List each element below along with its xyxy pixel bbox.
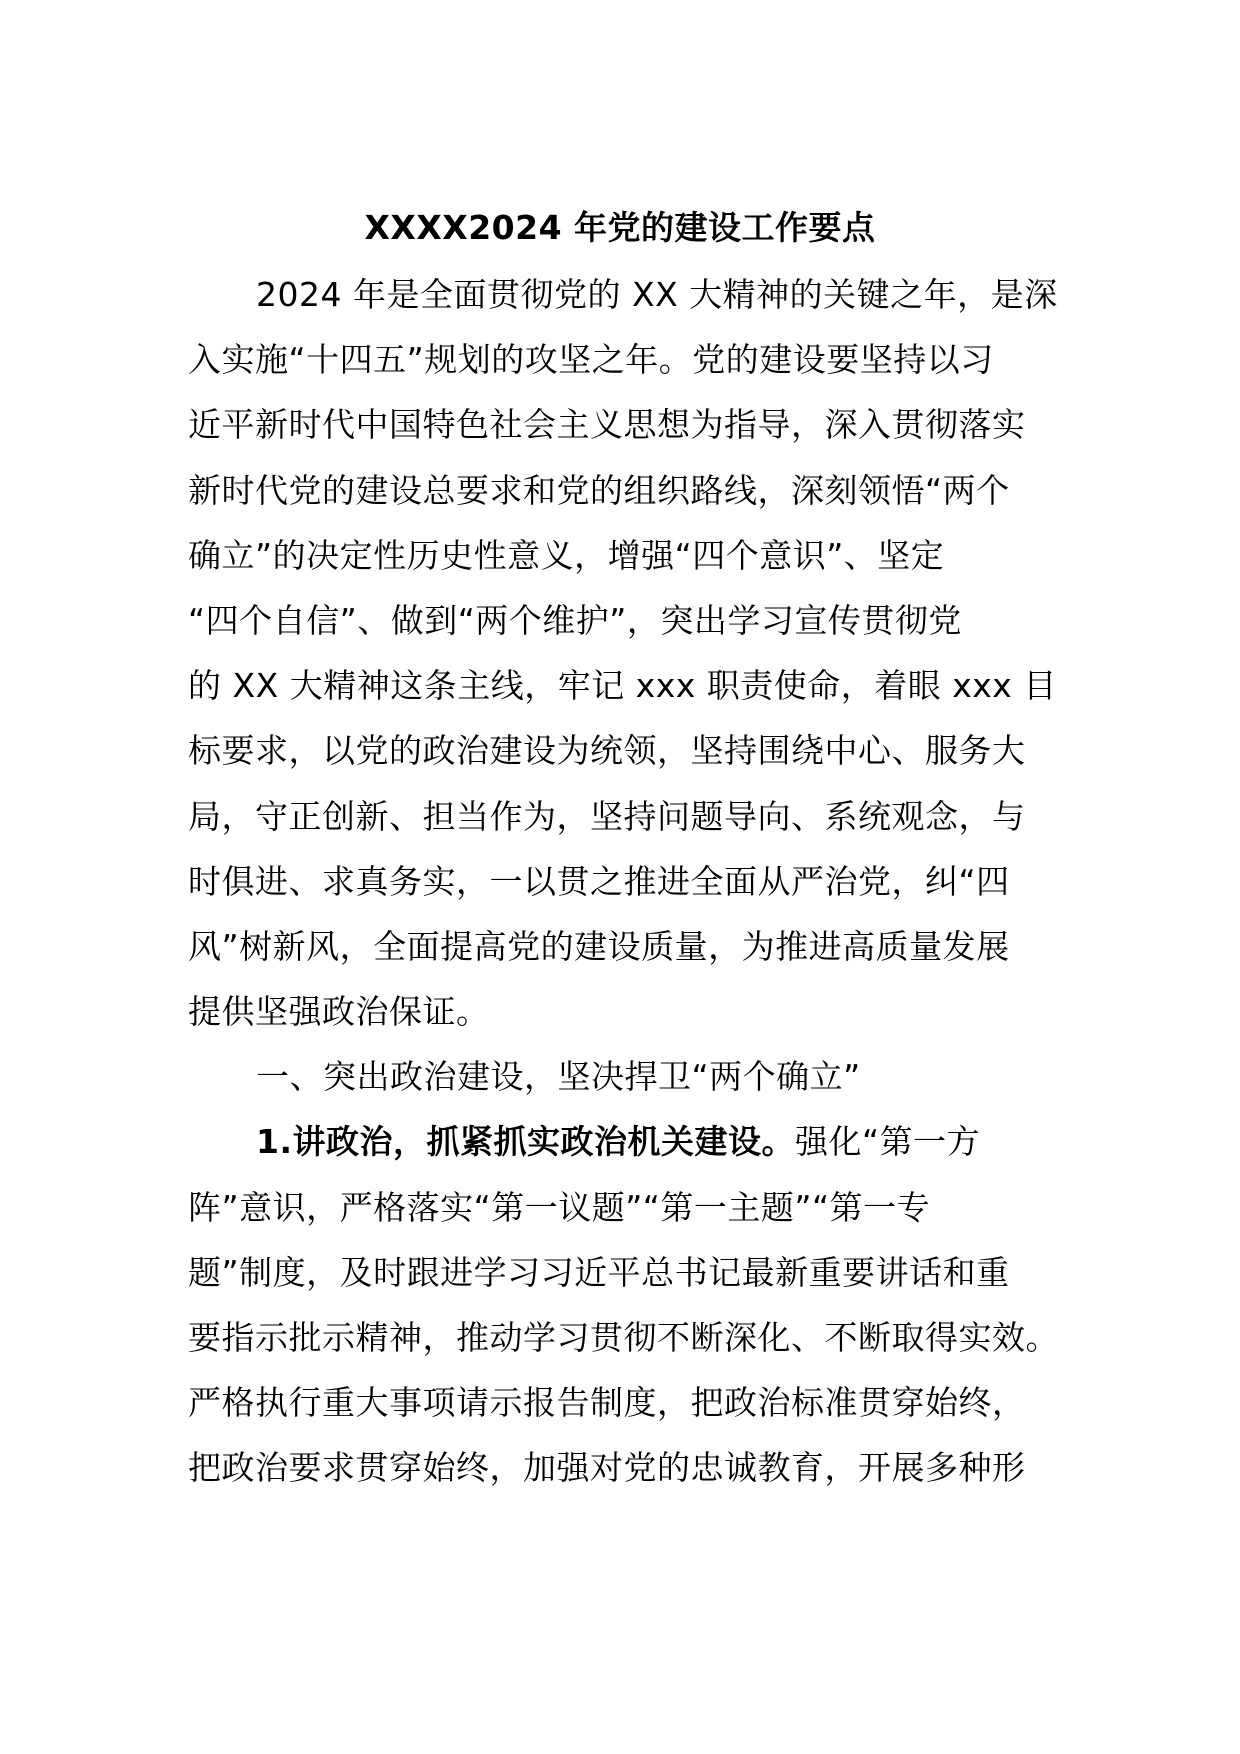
paragraph-line: 近平新时代中国特色社会主义思想为指导，深入贯彻落实 bbox=[188, 405, 1026, 445]
paragraph-line: 严格执行重大事项请示报告制度，把政治标准贯穿始终， bbox=[188, 1383, 1026, 1423]
item-first-line bbox=[188, 1109, 1048, 1174]
paragraph-line: 风”树新风，全面提高党的建设质量，为推进高质量发展 bbox=[188, 926, 1010, 966]
paragraph-line: 新时代党的建设总要求和党的组织路线，深刻领悟“两个 bbox=[188, 470, 1010, 510]
paragraph-line: 提供坚强政治保证。 bbox=[188, 992, 490, 1032]
document-title: XXXX2024 年党的建设工作要点 bbox=[364, 208, 876, 247]
paragraph-line: 要指示批示精神，推动学习贯彻不断深化、不断取得实效。 bbox=[188, 1318, 1059, 1357]
paragraph-line: 确立”的决定性历史性意义，增强“四个意识”、坚定 bbox=[188, 535, 945, 575]
paragraph-line: 的 XX 大精神这条主线，牢记 xxx 职责使命，着眼 xxx 目 bbox=[188, 666, 1057, 706]
paragraph-line: 时俱进、求真务实，一以贯之推进全面从严治党，纠“四 bbox=[188, 861, 1010, 901]
item-bold-lead: 1.讲政治，抓紧抓实政治机关建设。 bbox=[256, 1122, 795, 1162]
paragraph-line: 把政治要求贯穿始终，加强对党的忠诚教育，开展多种形 bbox=[188, 1448, 1026, 1488]
intro-paragraph bbox=[188, 262, 1059, 1501]
paragraph-line: 局，守正创新、担当作为，坚持问题导向、系统观念，与 bbox=[188, 796, 1026, 836]
paragraph-line: 标要求，以党的政治建设为统领，坚持围绕中心、服务大 bbox=[188, 731, 1026, 771]
paragraph-line: “四个自信”、做到“两个维护”，突出学习宣传贯彻党 bbox=[188, 600, 962, 640]
paragraph-line: 题”制度，及时跟进学习习近平总书记最新重要讲话和重 bbox=[188, 1252, 1010, 1292]
section-heading: 一、突出政治建设，坚决捍卫“两个确立” bbox=[256, 1057, 861, 1097]
paragraph-line: 阵”意识，严格落实“第一议题”“第一主题”“第一专 bbox=[188, 1187, 931, 1227]
paragraph-line: 2024 年是全面贯彻党的 XX 大精神的关键之年，是深 bbox=[256, 275, 1058, 314]
item-first-line-rest: 强化“第一方 bbox=[795, 1122, 981, 1162]
paragraph-line: 入实施“十四五”规划的攻坚之年。党的建设要坚持以习 bbox=[188, 340, 994, 380]
